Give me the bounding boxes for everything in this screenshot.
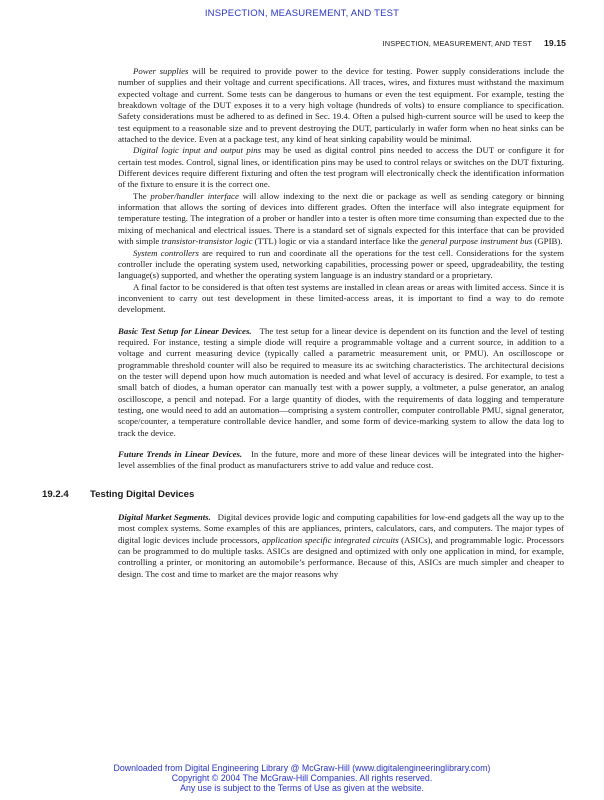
paragraph-system-controllers: System controllers are required to run and coordinate all the operations for the test cell. Considerations for the system controller include the operating system used, networking capabilities, processing power or speed, upgradeability, the testing language(s) supported, and whether the operating system language is an industry standard or a proprietary. xyxy=(118,247,564,281)
term-asic: application specific integrated circuits xyxy=(262,534,399,545)
footer-terms-line[interactable]: Any use is subject to the Terms of Use as given at the website. xyxy=(180,783,424,794)
term-power-supplies: Power supplies xyxy=(133,66,189,76)
running-head xyxy=(383,38,566,48)
run-in-heading-linear-test-setup: Basic Test Setup for Linear Devices. xyxy=(118,325,252,336)
paragraph-power-supplies: Power supplies will be required to provide power to the device for testing. Power supply considerations include the number of supplies and their voltage and current specifications. All traces, wires, and fixtures must withstand the maximum expected voltage and current. Some tests can be dangerous to humans or even the test equipment. For example, testing the breakdown voltage of the DUT exposes it to a very high voltage (hundreds of volts) to ensure compliance to specification. Safety considerations must be adhered to as defined in Sec. 19.4. Often a pulsed high-current source will be used to keep the test equipment to a reasonable size and to prevent destroying the DUT, particularly in wafer form when no heat sinks can be attached to the device. Even at a package test, any kind of heat sinking capability would be minimal. xyxy=(118,66,564,145)
paragraph-digital-logic-pins: Digital logic input and output pins may be used as digital control pins needed to access the DUT or configure it for certain test modes. Control, signal lines, or identification pins may be used to control relays or switches on the DUT fixturing. Different devices require different fixturing and often the test program will electronically check the identification information of the fixture to ensure it is the correct one. xyxy=(118,145,564,190)
run-in-heading-digital-market: Digital Market Segments. xyxy=(118,512,211,523)
term-digital-logic-pins: Digital logic input and output pins xyxy=(133,145,262,156)
page-number: 19.15 xyxy=(543,38,566,48)
footer-copyright-line: Copyright © 2004 The McGraw-Hill Companies. All rights reserved. xyxy=(171,773,433,784)
top-banner: INSPECTION, MEASUREMENT, AND TEST xyxy=(204,8,400,19)
paragraph-digital-market: Digital Market Segments. Digital devices provide logic and computing capabilities for low-end gadgets all the way up to the most complex systems. Some examples of this are appliances, printers, calculators, cars, and computers. The major types of digital logic devices include processors, application specific integrated circuits (ASICs), and programmable logic. Processors can be programmed to do multiple tasks. ASICs are designed and optimized with only one application in mind, for example, controlling a printer, or monitoring an automobile’s performance. Because of this, ASICs are much simpler and cheaper to design. The cost and time to market are the major reasons why xyxy=(118,512,564,579)
term-ttl: transistor-transistor logic xyxy=(161,236,253,247)
footer xyxy=(0,763,604,794)
section-number: 19.2.4 xyxy=(42,488,69,500)
section-heading xyxy=(42,489,564,500)
body-text xyxy=(42,66,564,580)
term-gpib: general purpose instrument bus xyxy=(420,236,533,247)
section-title: Testing Digital Devices xyxy=(90,488,195,500)
run-in-heading-future-trends: Future Trends in Linear Devices. xyxy=(118,449,243,459)
term-prober-handler: prober/handler interface xyxy=(150,190,239,201)
running-head-title: INSPECTION, MEASUREMENT, AND TEST xyxy=(382,39,532,48)
footer-download-line[interactable]: Downloaded from Digital Engineering Library @ McGraw-Hill (www.digitalengineeringlibrary.com) xyxy=(113,763,491,773)
paragraph-linear-test-setup: Basic Test Setup for Linear Devices. The test setup for a linear device is dependent on its function and the level of testing required. For instance, testing a simple diode will require a programmable voltage and a current source, in addition to a voltage and current measuring device (typically called a parametric measurement unit, or PMU). An oscilloscope or programmable threshold counter will also be required to measure its ac switching characteristics. The architectural decisions on the tester will depend upon how much automation is needed and what level of accuracy is desired. For example, to test a small batch of diodes, a human operator can manually test with a power supply, a voltmeter, a pulse generator, an analog oscilloscope, a pencil and notepad. For a large quantity of diodes, with the requirements of data logging and temperature testing, one would need to add an automation—comprising a system controller, computer controllable PMU, signal generator, scope/counter, a temperature controllable device handler, and some form of device-marking system to allow the data log to track the device. xyxy=(118,325,564,438)
paragraph-prober-handler: The prober/handler interface will allow indexing to the next die or package as well as sending category or binning information that allows the sorting of devices into different grades. Often the interface will also integrate equipment for temperature testing. The integration of a prober or handler into a tester is often more time consuming than expected due to the mixing of mechanical and electrical issues. There is a standard set of signals expected for this interface that can be provided with simple transistor-transistor logic (TTL) logic or via a standard interface like the general purpose instrument bus (GPIB). xyxy=(118,190,564,247)
term-system-controllers: System controllers xyxy=(133,247,199,258)
paragraph-future-trends: Future Trends in Linear Devices. In the future, more and more of these linear devices will be integrated into the higher-level assemblies of the final product as manufacturers strive to add value and reduce cost. xyxy=(118,449,564,471)
paragraph-remote-development: A final factor to be considered is that often test systems are installed in clean areas or areas with limited access. Since it is inconvenient to carry out test development in these limited-access areas, it is important to find a way to do remote development. xyxy=(118,281,564,315)
